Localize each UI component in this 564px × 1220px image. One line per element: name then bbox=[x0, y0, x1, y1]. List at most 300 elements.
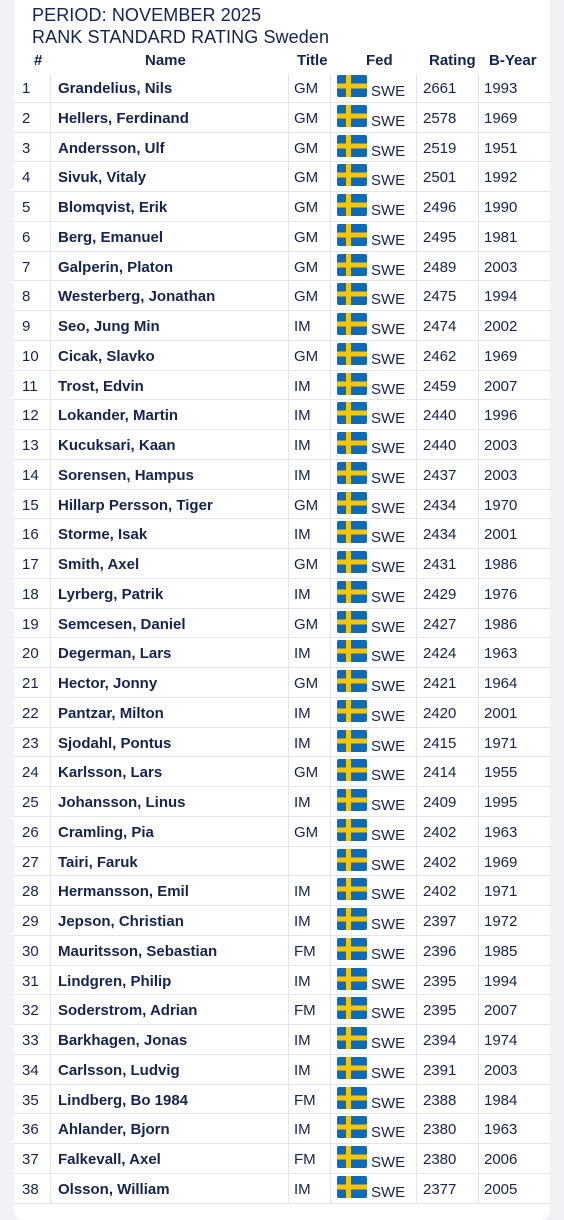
player-title: IM bbox=[294, 1061, 311, 1079]
table-row[interactable] bbox=[14, 371, 550, 401]
rating-value: 2474 bbox=[423, 318, 457, 335]
player-title: GM bbox=[294, 347, 319, 365]
table-row[interactable] bbox=[14, 995, 550, 1025]
federation-code: SWE bbox=[371, 737, 406, 755]
rank-number: 30 bbox=[22, 942, 39, 960]
rank-number: 24 bbox=[22, 764, 39, 782]
sweden-flag-icon bbox=[337, 938, 367, 960]
rank-number: 31 bbox=[22, 972, 39, 990]
table-row[interactable] bbox=[14, 1144, 550, 1174]
table-row[interactable] bbox=[14, 817, 550, 847]
table-row[interactable] bbox=[14, 966, 550, 996]
table-row[interactable] bbox=[14, 579, 550, 609]
col-header-title[interactable]: Title bbox=[297, 52, 328, 69]
player-name-link[interactable]: Karlsson, Lars bbox=[58, 764, 163, 782]
player-title: IM bbox=[294, 794, 311, 811]
table-row[interactable] bbox=[14, 103, 550, 133]
player-title: GM bbox=[294, 764, 319, 782]
rating-value: 2489 bbox=[423, 258, 457, 276]
player-name-link[interactable]: Ahlander, Bjorn bbox=[58, 1121, 170, 1139]
table-row[interactable] bbox=[14, 519, 550, 549]
table-row[interactable] bbox=[14, 430, 550, 460]
rank-number: 8 bbox=[22, 288, 31, 306]
player-name-link[interactable]: Galperin, Platon bbox=[58, 258, 174, 276]
federation-code: SWE bbox=[371, 410, 406, 428]
sweden-flag-icon bbox=[337, 968, 367, 990]
rating-value: 2434 bbox=[423, 496, 457, 514]
birth-year: 1994 bbox=[484, 972, 518, 990]
federation-code: SWE bbox=[371, 1094, 406, 1112]
ranking-card bbox=[14, 0, 550, 1220]
rating-value: 2402 bbox=[423, 853, 457, 871]
player-title: GM bbox=[294, 675, 319, 692]
rating-value: 2380 bbox=[423, 1151, 457, 1168]
player-title: GM bbox=[294, 228, 319, 246]
table-row[interactable] bbox=[14, 1055, 550, 1085]
rank-number: 12 bbox=[22, 407, 39, 425]
rating-value: 2501 bbox=[423, 169, 457, 187]
sweden-flag-icon bbox=[337, 462, 367, 484]
sweden-flag-icon bbox=[337, 997, 367, 1019]
rating-value: 2380 bbox=[423, 1121, 457, 1139]
rating-value: 2397 bbox=[423, 913, 457, 930]
player-name-link[interactable]: Sorensen, Hampus bbox=[58, 466, 194, 484]
rating-value: 2578 bbox=[423, 109, 457, 127]
birth-year: 2005 bbox=[484, 1180, 518, 1198]
birth-year: 1969 bbox=[484, 109, 518, 127]
table-row[interactable] bbox=[14, 1025, 550, 1055]
sweden-flag-icon bbox=[337, 819, 367, 841]
federation-code: SWE bbox=[371, 648, 406, 666]
birth-year: 1976 bbox=[484, 585, 518, 603]
ranking-table-body bbox=[14, 73, 550, 1204]
rating-value: 2440 bbox=[423, 407, 457, 425]
federation-code: SWE bbox=[371, 499, 406, 517]
rank-number: 14 bbox=[22, 466, 39, 484]
player-name-link[interactable]: Storme, Isak bbox=[58, 526, 148, 544]
sweden-flag-icon bbox=[337, 878, 367, 900]
table-row[interactable] bbox=[14, 222, 550, 252]
birth-year: 1951 bbox=[484, 139, 518, 157]
birth-year: 1993 bbox=[484, 80, 518, 97]
birth-year: 1995 bbox=[484, 794, 518, 811]
player-title: IM bbox=[294, 377, 311, 395]
table-row[interactable] bbox=[14, 341, 550, 371]
sweden-flag-icon bbox=[337, 75, 367, 97]
sweden-flag-icon bbox=[337, 789, 367, 811]
table-row[interactable] bbox=[14, 638, 550, 668]
birth-year: 1981 bbox=[484, 228, 518, 246]
player-name-link[interactable]: Smith, Axel bbox=[58, 556, 140, 573]
player-name-link[interactable]: Andersson, Ulf bbox=[58, 139, 165, 157]
table-row[interactable] bbox=[14, 281, 550, 311]
player-name-link[interactable]: Johansson, Linus bbox=[58, 794, 186, 811]
sweden-flag-icon bbox=[337, 551, 367, 573]
sweden-flag-icon bbox=[337, 313, 367, 335]
federation-code: SWE bbox=[371, 826, 406, 844]
federation-code: SWE bbox=[371, 469, 406, 487]
sweden-flag-icon bbox=[337, 373, 367, 395]
table-row[interactable] bbox=[14, 936, 550, 966]
rating-value: 2395 bbox=[423, 972, 457, 990]
ranking-subtitle: RANK STANDARD RATING Sweden bbox=[32, 27, 330, 47]
sweden-flag-icon bbox=[337, 343, 367, 365]
table-row[interactable] bbox=[14, 906, 550, 936]
player-name-link[interactable]: Hermansson, Emil bbox=[58, 883, 189, 901]
federation-code: SWE bbox=[371, 261, 406, 279]
player-title: GM bbox=[294, 615, 319, 633]
period-title: PERIOD: NOVEMBER 2025 bbox=[32, 5, 262, 25]
sweden-flag-icon bbox=[337, 432, 367, 454]
player-title: IM bbox=[294, 407, 311, 425]
birth-year: 2002 bbox=[484, 318, 518, 335]
rank-number: 11 bbox=[22, 377, 38, 395]
table-row[interactable] bbox=[14, 162, 550, 192]
rank-number: 17 bbox=[22, 556, 39, 573]
rating-value: 2459 bbox=[423, 377, 457, 395]
rank-number: 1 bbox=[22, 80, 31, 97]
player-name-link[interactable]: Lindgren, Philip bbox=[58, 972, 172, 990]
sweden-flag-icon bbox=[337, 254, 367, 276]
federation-code: SWE bbox=[371, 797, 406, 814]
federation-code: SWE bbox=[371, 618, 406, 636]
rating-value: 2396 bbox=[423, 942, 457, 960]
federation-code: SWE bbox=[371, 975, 406, 993]
table-row[interactable] bbox=[14, 1114, 550, 1144]
birth-year: 1972 bbox=[484, 913, 518, 930]
sweden-flag-icon bbox=[337, 1057, 367, 1079]
player-title: IM bbox=[294, 437, 311, 454]
player-title: IM bbox=[294, 1032, 311, 1049]
player-title: GM bbox=[294, 109, 319, 127]
federation-code: SWE bbox=[371, 1124, 406, 1142]
player-title: FM bbox=[294, 1002, 316, 1020]
rank-number: 28 bbox=[22, 883, 39, 901]
table-row[interactable] bbox=[14, 1085, 550, 1115]
birth-year: 1963 bbox=[484, 1121, 518, 1139]
rank-number: 37 bbox=[22, 1151, 39, 1168]
birth-year: 1985 bbox=[484, 942, 518, 960]
sweden-flag-icon bbox=[337, 640, 367, 662]
rating-value: 2395 bbox=[423, 1002, 457, 1020]
player-title: GM bbox=[294, 288, 319, 306]
table-row[interactable] bbox=[14, 787, 550, 817]
rank-number: 26 bbox=[22, 823, 39, 841]
sweden-flag-icon bbox=[337, 402, 367, 424]
rank-number: 15 bbox=[22, 496, 39, 514]
birth-year: 1963 bbox=[484, 645, 518, 663]
rating-value: 2424 bbox=[423, 645, 457, 663]
page-header bbox=[32, 4, 329, 48]
birth-year: 2003 bbox=[484, 466, 518, 484]
player-name-link[interactable]: Cicak, Slavko bbox=[58, 347, 155, 365]
federation-code: SWE bbox=[371, 1183, 406, 1201]
player-name-link[interactable]: Mauritsson, Sebastian bbox=[58, 942, 218, 960]
player-title: GM bbox=[294, 496, 319, 514]
player-title: GM bbox=[294, 199, 319, 216]
federation-code: SWE bbox=[371, 142, 406, 160]
federation-code: SWE bbox=[371, 916, 406, 933]
sweden-flag-icon bbox=[337, 105, 367, 127]
rank-number: 27 bbox=[22, 853, 39, 871]
federation-code: SWE bbox=[371, 945, 406, 963]
rank-number: 4 bbox=[22, 169, 31, 187]
player-title: IM bbox=[294, 1121, 311, 1139]
sweden-flag-icon bbox=[337, 611, 367, 633]
rating-value: 2462 bbox=[423, 347, 457, 365]
rank-number: 22 bbox=[22, 704, 39, 722]
federation-code: SWE bbox=[371, 588, 406, 606]
birth-year: 1963 bbox=[484, 823, 518, 841]
col-header-name[interactable]: Name bbox=[145, 52, 186, 69]
federation-code: SWE bbox=[371, 707, 406, 725]
rating-value: 2427 bbox=[423, 615, 457, 633]
table-row[interactable] bbox=[14, 757, 550, 787]
rank-number: 36 bbox=[22, 1121, 39, 1139]
rating-value: 2434 bbox=[423, 526, 457, 544]
table-row[interactable] bbox=[14, 876, 550, 906]
sweden-flag-icon bbox=[337, 1146, 367, 1168]
federation-code: SWE bbox=[371, 1035, 406, 1052]
rank-number: 20 bbox=[22, 645, 39, 663]
table-row[interactable] bbox=[14, 252, 550, 282]
player-title: GM bbox=[294, 139, 319, 157]
rating-value: 2402 bbox=[423, 823, 457, 841]
federation-code: SWE bbox=[371, 1005, 406, 1023]
federation-code: SWE bbox=[371, 886, 406, 904]
table-row[interactable] bbox=[14, 133, 550, 163]
player-title: IM bbox=[294, 645, 311, 663]
player-title: GM bbox=[294, 258, 319, 276]
rating-value: 2391 bbox=[423, 1061, 457, 1079]
player-name-link[interactable]: Seo, Jung Min bbox=[58, 318, 160, 335]
table-row[interactable] bbox=[14, 698, 550, 728]
sweden-flag-icon bbox=[337, 730, 367, 752]
federation-code: SWE bbox=[371, 678, 406, 695]
federation-code: SWE bbox=[371, 112, 406, 130]
table-row[interactable] bbox=[14, 728, 550, 758]
rank-number: 13 bbox=[22, 437, 39, 454]
federation-code: SWE bbox=[371, 856, 406, 874]
player-name-link[interactable]: Carlsson, Ludvig bbox=[58, 1061, 180, 1079]
rating-value: 2475 bbox=[423, 288, 457, 306]
col-header-num[interactable]: # bbox=[34, 52, 43, 69]
sweden-flag-icon bbox=[337, 1087, 367, 1109]
player-name-link[interactable]: Lindberg, Bo 1984 bbox=[58, 1091, 189, 1109]
player-name-link[interactable]: Semcesen, Daniel bbox=[58, 615, 186, 633]
rating-value: 2429 bbox=[423, 585, 457, 603]
player-title: GM bbox=[294, 556, 319, 573]
table-row[interactable] bbox=[14, 490, 550, 520]
rating-value: 2420 bbox=[423, 704, 457, 722]
player-title: IM bbox=[294, 585, 311, 603]
sweden-flag-icon bbox=[337, 194, 367, 216]
federation-code: SWE bbox=[371, 559, 406, 576]
birth-year: 1986 bbox=[484, 556, 518, 573]
table-row[interactable] bbox=[14, 460, 550, 490]
player-name-link[interactable]: Hillarp Persson, Tiger bbox=[58, 496, 213, 514]
sweden-flag-icon bbox=[337, 492, 367, 514]
player-title: IM bbox=[294, 1180, 311, 1198]
federation-code: SWE bbox=[371, 231, 406, 249]
rank-number: 3 bbox=[22, 139, 31, 157]
rating-value: 2377 bbox=[423, 1180, 457, 1198]
rank-number: 33 bbox=[22, 1032, 39, 1049]
table-row[interactable] bbox=[14, 192, 550, 222]
federation-code: SWE bbox=[371, 380, 406, 398]
player-title: IM bbox=[294, 704, 311, 722]
player-name-link[interactable]: Barkhagen, Jonas bbox=[58, 1032, 188, 1049]
table-row[interactable] bbox=[14, 311, 550, 341]
player-name-link[interactable]: Westerberg, Jonathan bbox=[58, 288, 216, 306]
rating-value: 2415 bbox=[423, 734, 457, 752]
rating-value: 2409 bbox=[423, 794, 457, 811]
rank-number: 23 bbox=[22, 734, 39, 752]
player-title: IM bbox=[294, 883, 311, 901]
sweden-flag-icon bbox=[337, 1116, 367, 1138]
sweden-flag-icon bbox=[337, 581, 367, 603]
birth-year: 1984 bbox=[484, 1091, 518, 1109]
col-header-fed[interactable]: Fed bbox=[366, 52, 393, 69]
player-name-link[interactable]: Hellers, Ferdinand bbox=[58, 109, 189, 127]
rank-number: 6 bbox=[22, 228, 31, 246]
player-name-link[interactable]: Sjodahl, Pontus bbox=[58, 734, 172, 752]
rank-number: 5 bbox=[22, 199, 31, 216]
sweden-flag-icon bbox=[337, 1176, 367, 1198]
player-title: FM bbox=[294, 942, 316, 960]
player-title: GM bbox=[294, 80, 319, 97]
table-row[interactable] bbox=[14, 1174, 550, 1204]
player-name-link[interactable]: Olsson, William bbox=[58, 1180, 170, 1198]
player-name-link[interactable]: Sivuk, Vitaly bbox=[58, 169, 147, 187]
federation-code: SWE bbox=[371, 83, 406, 100]
rating-value: 2496 bbox=[423, 199, 457, 216]
player-name-link[interactable]: Berg, Emanuel bbox=[58, 228, 164, 246]
table-row[interactable] bbox=[14, 668, 550, 698]
rating-value: 2414 bbox=[423, 764, 457, 782]
federation-code: SWE bbox=[371, 1064, 406, 1082]
player-name-link[interactable]: Soderstrom, Adrian bbox=[58, 1002, 198, 1020]
rating-value: 2421 bbox=[423, 675, 457, 692]
rank-number: 16 bbox=[22, 526, 39, 544]
player-title: IM bbox=[294, 972, 311, 990]
player-name-link[interactable]: Lokander, Martin bbox=[58, 407, 179, 425]
sweden-flag-icon bbox=[337, 283, 367, 305]
player-name-link[interactable]: Tairi, Faruk bbox=[58, 853, 138, 871]
sweden-flag-icon bbox=[337, 849, 367, 871]
rating-value: 2495 bbox=[423, 228, 457, 246]
sweden-flag-icon bbox=[337, 670, 367, 692]
rank-number: 38 bbox=[22, 1180, 39, 1198]
birth-year: 1992 bbox=[484, 169, 518, 187]
federation-code: SWE bbox=[371, 202, 406, 219]
player-title: FM bbox=[294, 1151, 316, 1168]
sweden-flag-icon bbox=[337, 908, 367, 930]
sweden-flag-icon bbox=[337, 224, 367, 246]
rank-number: 29 bbox=[22, 913, 39, 930]
birth-year: 2001 bbox=[484, 704, 518, 722]
federation-code: SWE bbox=[371, 172, 406, 190]
birth-year: 2003 bbox=[484, 1061, 518, 1079]
player-name-link[interactable]: Jepson, Christian bbox=[58, 913, 184, 930]
birth-year: 1994 bbox=[484, 288, 518, 306]
table-row[interactable] bbox=[14, 847, 550, 877]
table-header bbox=[14, 52, 550, 74]
sweden-flag-icon bbox=[337, 164, 367, 186]
sweden-flag-icon bbox=[337, 700, 367, 722]
player-name-link[interactable]: Degerman, Lars bbox=[58, 645, 172, 663]
player-name-link[interactable]: Cramling, Pia bbox=[58, 823, 154, 841]
rating-value: 2431 bbox=[423, 556, 457, 573]
birth-year: 1969 bbox=[484, 347, 518, 365]
birth-year: 2006 bbox=[484, 1151, 518, 1168]
rank-number: 32 bbox=[22, 1002, 39, 1020]
table-row[interactable] bbox=[14, 73, 550, 103]
sweden-flag-icon bbox=[337, 1027, 367, 1049]
birth-year: 1955 bbox=[484, 764, 518, 782]
sweden-flag-icon bbox=[337, 521, 367, 543]
rank-number: 19 bbox=[22, 615, 39, 633]
federation-code: SWE bbox=[371, 321, 406, 338]
table-row[interactable] bbox=[14, 400, 550, 430]
player-title: IM bbox=[294, 466, 311, 484]
rank-number: 34 bbox=[22, 1061, 39, 1079]
birth-year: 1964 bbox=[484, 675, 518, 692]
player-title: IM bbox=[294, 318, 311, 335]
rating-value: 2519 bbox=[423, 139, 457, 157]
federation-code: SWE bbox=[371, 767, 406, 785]
player-name-link[interactable]: Trost, Edvin bbox=[58, 377, 144, 395]
player-name-link[interactable]: Falkevall, Axel bbox=[58, 1151, 161, 1168]
federation-code: SWE bbox=[371, 529, 406, 547]
player-name-link[interactable]: Hector, Jonny bbox=[58, 675, 158, 692]
rating-value: 2394 bbox=[423, 1032, 457, 1049]
birth-year: 1969 bbox=[484, 853, 518, 871]
player-name-link[interactable]: Kucuksari, Kaan bbox=[58, 437, 176, 454]
rating-value: 2388 bbox=[423, 1091, 457, 1109]
rank-number: 18 bbox=[22, 585, 39, 603]
federation-code: SWE bbox=[371, 1154, 406, 1171]
birth-year: 1974 bbox=[484, 1032, 518, 1049]
player-name-link[interactable]: Grandelius, Nils bbox=[58, 80, 173, 97]
rank-number: 35 bbox=[22, 1091, 39, 1109]
player-title: IM bbox=[294, 526, 311, 544]
sweden-flag-icon bbox=[337, 759, 367, 781]
table-row[interactable] bbox=[14, 609, 550, 639]
rank-number: 21 bbox=[22, 675, 39, 692]
rank-number: 7 bbox=[22, 258, 31, 276]
birth-year: 1986 bbox=[484, 615, 518, 633]
col-header-byear[interactable]: B-Year bbox=[489, 52, 537, 69]
player-title: IM bbox=[294, 734, 311, 752]
col-header-rating[interactable]: Rating bbox=[429, 52, 476, 69]
rating-value: 2661 bbox=[423, 80, 457, 97]
sweden-flag-icon bbox=[337, 135, 367, 157]
federation-code: SWE bbox=[371, 350, 406, 368]
player-name-link[interactable]: Blomqvist, Erik bbox=[58, 199, 168, 216]
birth-year: 2001 bbox=[484, 526, 518, 544]
rank-number: 10 bbox=[22, 347, 39, 365]
player-title: GM bbox=[294, 823, 319, 841]
player-name-link[interactable]: Pantzar, Milton bbox=[58, 704, 164, 722]
birth-year: 2007 bbox=[484, 377, 518, 395]
birth-year: 1971 bbox=[484, 883, 518, 901]
player-name-link[interactable]: Lyrberg, Patrik bbox=[58, 585, 164, 603]
birth-year: 1990 bbox=[484, 199, 518, 216]
federation-code: SWE bbox=[371, 440, 406, 457]
table-row[interactable] bbox=[14, 549, 550, 579]
birth-year: 2003 bbox=[484, 437, 518, 454]
